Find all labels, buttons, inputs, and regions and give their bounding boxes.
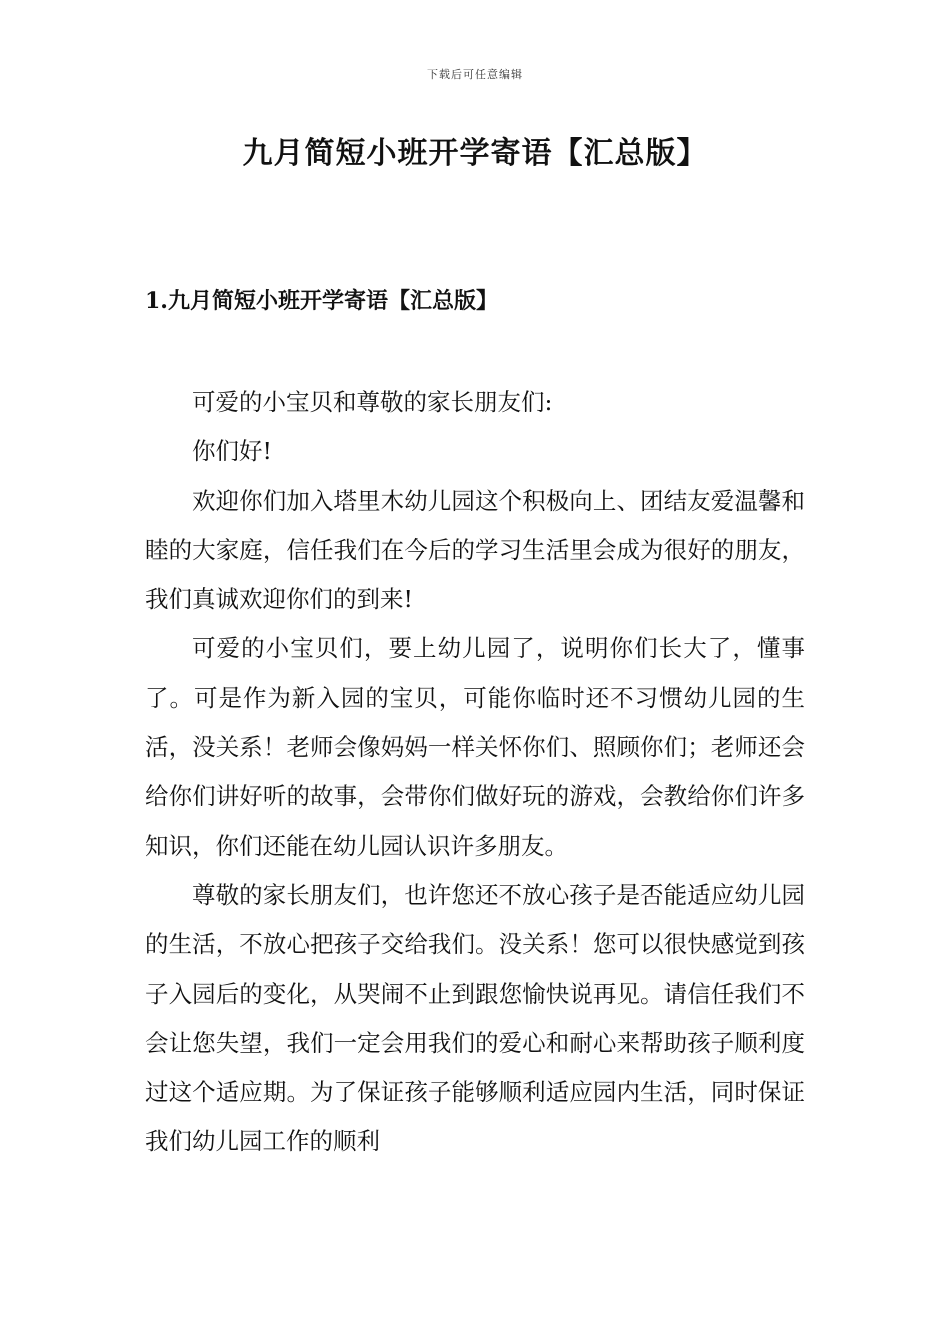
paragraph-to-children: 可爱的小宝贝们，要上幼儿园了，说明你们长大了，懂事了。可是作为新入园的宝贝，可能你临时还不习惯幼儿园的生活，没关系！老师会像妈妈一样关怀你们、照顾你们；老师还会给你们讲好听的故事，会带你们做好玩的游戏，会教给你们许多知识，你们还能在幼儿园认识许多朋友。 [145,634,805,860]
paragraph-to-parents: 尊敬的家长朋友们，也许您还不放心孩子是否能适应幼儿园的生活，不放心把孩子交给我们。没关系！您可以很快感觉到孩子入园后的变化，从哭闹不止到跟您愉快说再见。请信任我们不会让您失望，我们一定会用我们的爱心和耐心来帮助孩子顺利度过这个适应期。为了保证孩子能够顺利适应园内生活，同时保证我们幼儿园工作的顺利 [145,880,805,1156]
paragraph-welcome: 欢迎你们加入塔里木幼儿园这个积极向上、团结友爱温馨和睦的大家庭，信任我们在今后的学习生活里会成为很好的朋友，我们真诚欢迎你们的到来! [145,486,805,614]
header-note: 下载后可任意编辑 [427,68,523,81]
section-heading: 1.九月简短小班开学寄语【汇总版】 [145,288,498,314]
paragraph-greeting: 可爱的小宝贝和尊敬的家长朋友们: [192,388,553,416]
document-body [145,378,805,1167]
document-title: 九月简短小班开学寄语【汇总版】 [242,136,708,171]
paragraph-hello: 你们好! [192,437,272,466]
